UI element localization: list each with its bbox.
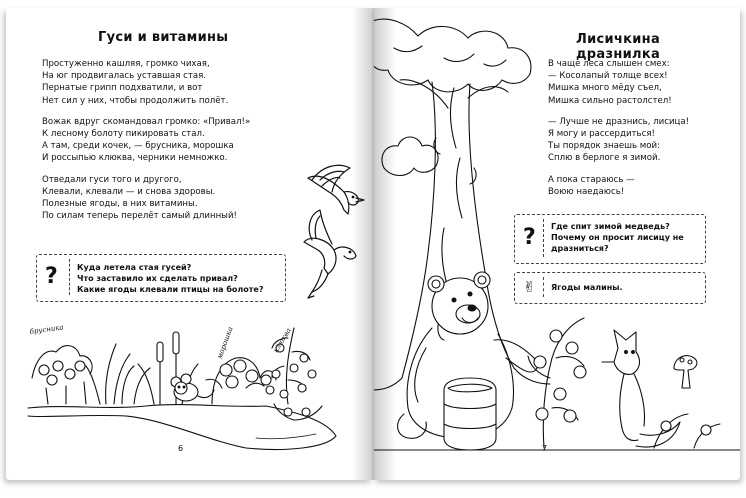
poem-line: К лесному болоту пикировать стал. <box>42 129 205 140</box>
poem-line: Отведали гуси того и другого, <box>42 174 182 185</box>
poem-line: Простуженно кашляя, громко чихая, <box>42 59 210 69</box>
question-mark-icon: ? <box>45 264 58 289</box>
brusnika-label: брусника <box>29 323 65 336</box>
victory-hand-icon: ✌ <box>523 278 536 296</box>
stanza-gap <box>548 165 689 174</box>
right-poem <box>548 58 689 198</box>
question-mark-icon: ? <box>523 225 536 250</box>
moroshka-label: морошка <box>215 325 235 361</box>
right-page-number: 7 <box>542 444 548 453</box>
right-question-box <box>514 214 706 264</box>
right-questions <box>551 221 684 254</box>
poem-line: Воюю наедаюсь! <box>548 186 625 197</box>
stanza-gap <box>548 107 689 116</box>
poem-line: Вожак вдруг скомандовал громко: «Привал!» <box>42 116 251 127</box>
poem-line: В чаще леса слышен смех: <box>548 59 670 69</box>
stanza-gap <box>42 107 250 116</box>
poem-line: По силам теперь перелёт самый длинный! <box>42 211 238 222</box>
poem-line: Нет сил у них, чтобы продолжить полёт. <box>42 95 229 106</box>
left-questions <box>77 262 263 295</box>
left-page-number: 6 <box>178 444 184 453</box>
poem-line: На юг продвигалась уставшая стая. <box>42 71 207 82</box>
poem-line: Полезные ягоды, в них витамины. <box>42 199 198 210</box>
question-line: Что заставило их сделать привал? <box>77 274 238 283</box>
left-poem <box>42 58 250 222</box>
poem-line: Клевали, клевали — и снова здоровы. <box>42 186 216 197</box>
left-question-box <box>36 254 286 302</box>
swamp-berries-illustration <box>26 308 346 458</box>
klyukva-label: клюква <box>271 326 293 355</box>
poem-line: Ты порядок знаешь мой: <box>548 141 661 152</box>
divider <box>543 277 545 297</box>
left-page-title: Гуси и витамины <box>98 30 229 45</box>
divider <box>543 219 545 257</box>
question-line: Где спит зимой медведь? <box>551 222 670 231</box>
poem-line: Сплю в берлоге я зимой. <box>548 153 661 164</box>
poem-line: И россыпью клюква, черники немножко. <box>42 153 228 164</box>
left-page <box>6 8 372 480</box>
question-line: дразниться? <box>551 244 609 253</box>
poem-line: — Лучше не дразнись, лисица! <box>548 116 690 127</box>
poem-line: Мишка много мёду съел, <box>548 83 662 94</box>
right-answer-box <box>514 272 706 304</box>
poem-line: А там, среди кочек, — брусника, морошка <box>42 141 234 152</box>
flying-geese-illustration <box>298 158 368 308</box>
question-line: Куда летела стая гусей? <box>77 263 192 272</box>
poem-line: А пока стараюсь — <box>548 174 635 185</box>
right-page <box>374 8 740 480</box>
poem-line: Я могу и рассердиться! <box>548 129 655 140</box>
answer-text: Ягоды малины. <box>551 283 623 292</box>
question-line: Какие ягоды клевали птицы на болоте? <box>77 285 264 294</box>
poem-line: — Косолапый толще всех! <box>548 71 668 82</box>
question-line: Почему он просит лисицу не <box>551 233 684 242</box>
divider <box>69 259 71 295</box>
poem-line: Мишка сильно растолстел! <box>548 95 672 106</box>
stanza-gap <box>42 165 250 174</box>
poem-line: Пернатые грипп подхватили, и вот <box>42 83 203 94</box>
right-page-title: Лисичкина дразнилка <box>576 32 661 62</box>
